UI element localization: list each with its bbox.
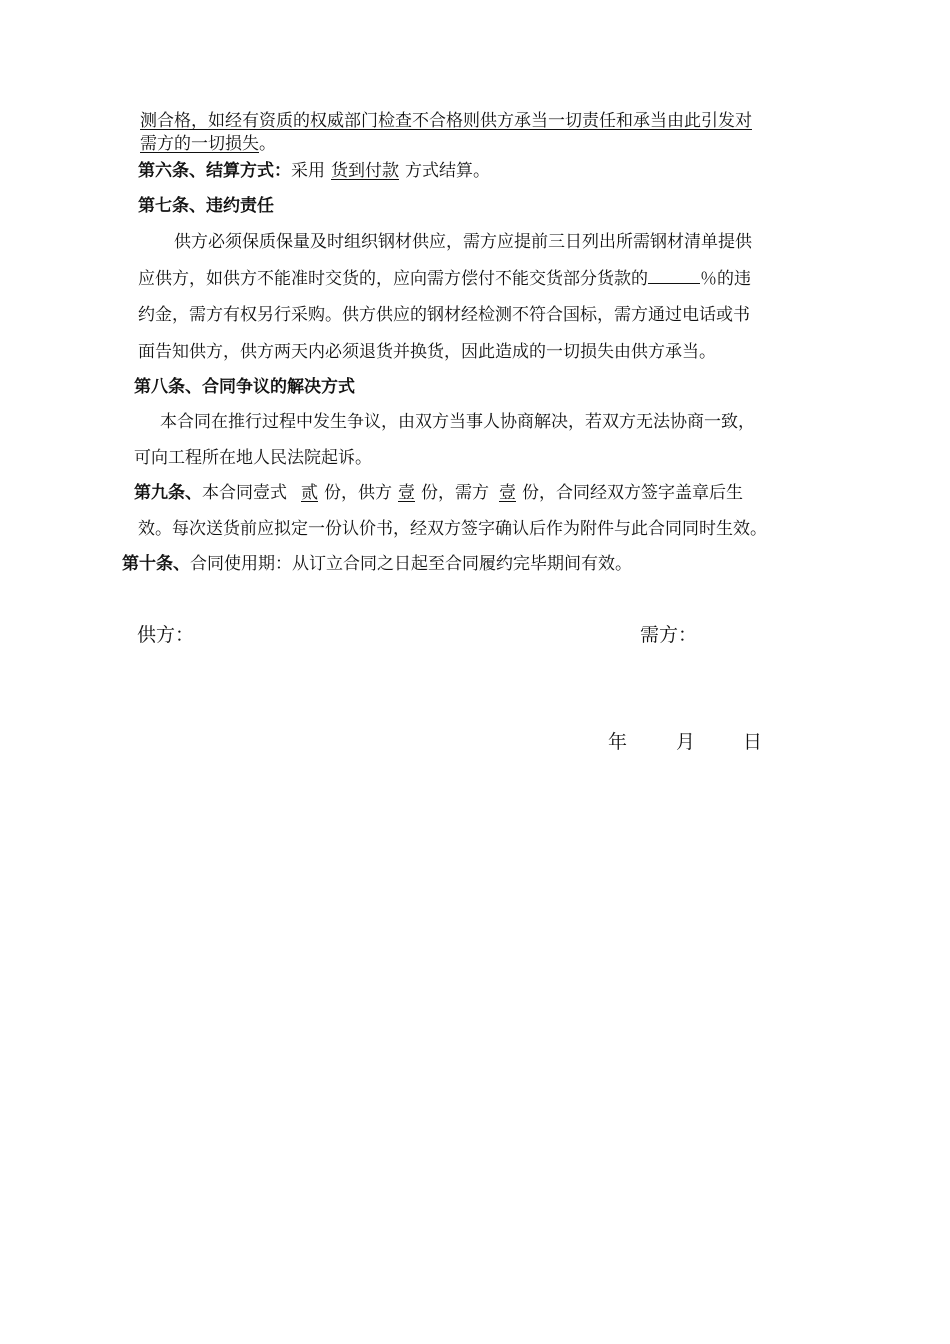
supplier-copies: 壹: [398, 483, 415, 503]
article7-line2-before: 应供方，如供方不能准时交货的，应向需方偿付不能交货部分货款的: [138, 269, 648, 289]
article6-prefix: 采用: [291, 161, 325, 181]
article5-line2: [140, 133, 276, 155]
date-day: 日: [743, 731, 763, 753]
article5-loss-text: 需方的一切损失: [140, 134, 259, 154]
article6-heading: 第六条、结算方式：: [138, 161, 291, 181]
date-month: 月: [676, 731, 696, 753]
article7-line2-after: ％的违: [700, 269, 751, 289]
article8-line1: 本合同在推行过程中发生争议，由双方当事人协商解决，若双方无法协商一致，: [160, 412, 755, 432]
article9-line1: [134, 482, 743, 504]
article10-text: 合同使用期：从订立合同之日起至合同履约完毕期间有效。: [190, 554, 632, 574]
article7-line1: 供方必须保质保量及时组织钢材供应，需方应提前三日列出所需钢材清单提供: [174, 232, 752, 252]
payment-method: 货到付款: [331, 161, 399, 181]
article9-t3: 份，需方: [421, 483, 489, 503]
article6-suffix: 方式结算。: [405, 161, 490, 181]
penalty-percent-blank: [648, 267, 700, 284]
article5-line1: 测合格，如经有资质的权威部门检查不合格则供方承当一切责任和承当由此引发对: [140, 111, 752, 131]
article7-line2: [138, 267, 751, 290]
article9-heading: 第九条、: [134, 483, 202, 503]
article9-line2: 效。每次送货前应拟定一份认价书，经双方签字确认后作为附件与此合同同时生效。: [138, 519, 767, 539]
article5-period: 。: [259, 134, 276, 154]
buyer-copies: 壹: [499, 483, 516, 503]
supplier-signature-label: 供方：: [137, 624, 195, 646]
total-copies: 贰: [301, 483, 318, 503]
article9-t2: 份，供方: [324, 483, 392, 503]
article8-heading: 第八条、合同争议的解决方式: [134, 377, 355, 397]
article7-heading: 第七条、违约责任: [138, 196, 274, 216]
article7-line4: 面告知供方，供方两天内必须退货并换货，因此造成的一切损失由供方承当。: [138, 342, 716, 362]
buyer-signature-label: 需方：: [640, 624, 698, 646]
date-year: 年: [608, 731, 628, 753]
article10-line: [122, 553, 632, 575]
article10-heading: 第十条、: [122, 554, 190, 574]
article7-line3: 约金，需方有权另行采购。供方供应的钢材经检测不符合国标，需方通过电话或书: [138, 305, 750, 325]
article9-t4: 份，合同经双方签字盖章后生: [522, 483, 743, 503]
article8-line2: 可向工程所在地人民法院起诉。: [134, 448, 372, 468]
article6-line: [138, 160, 490, 182]
article9-t1: 本合同壹式: [202, 483, 287, 503]
